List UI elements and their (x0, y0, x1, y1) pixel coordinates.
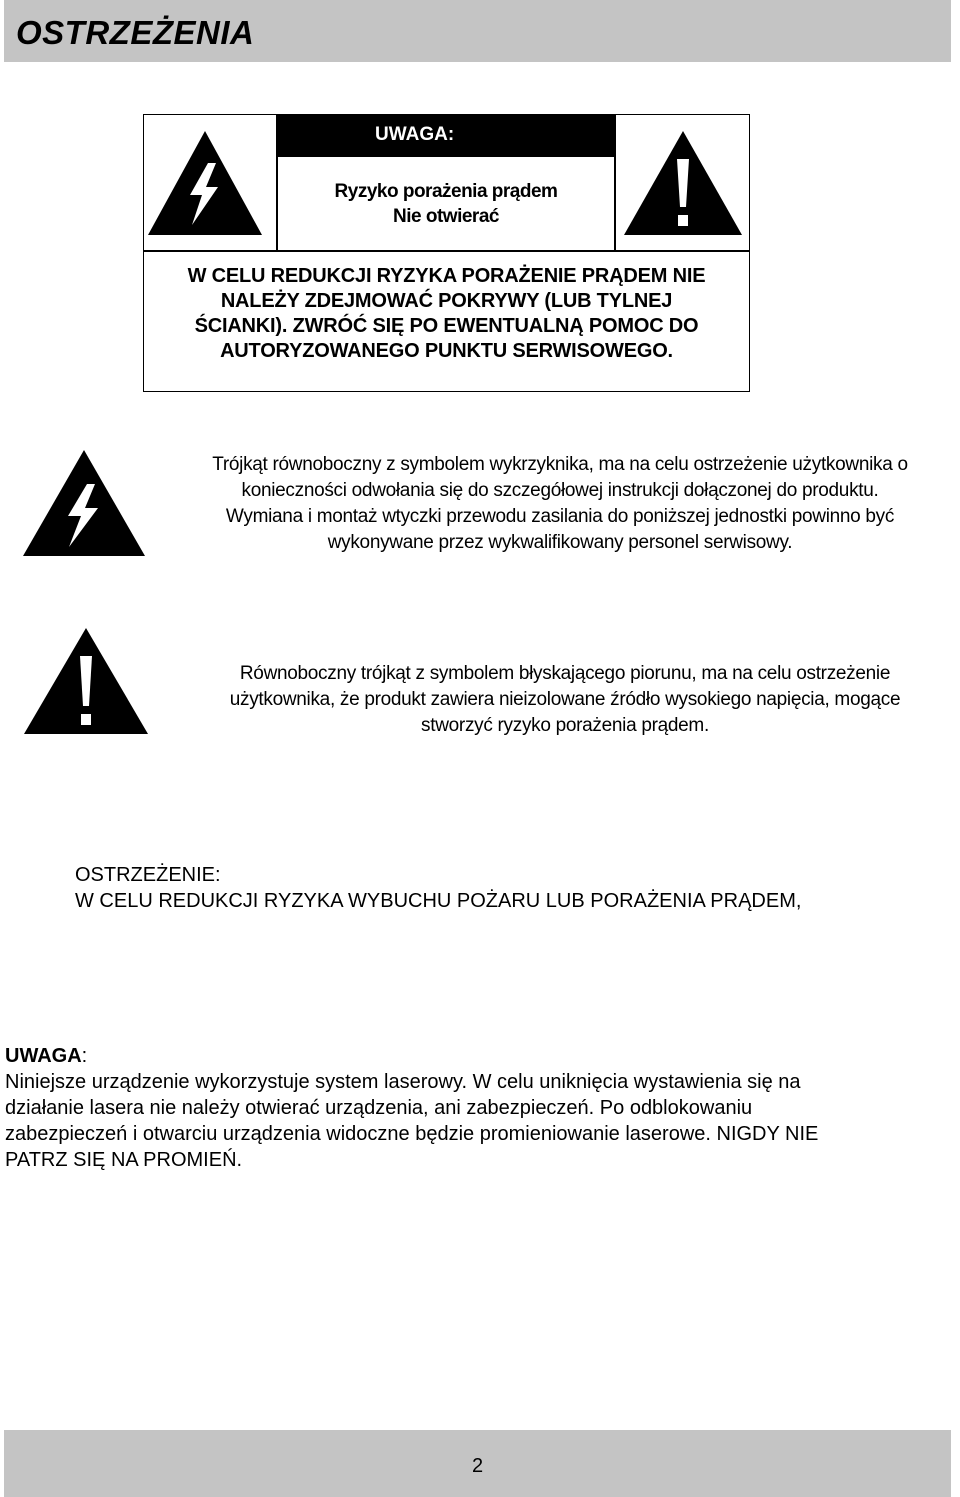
laser-line: Niniejsze urządzenie wykorzystuje system laserowy. W celu uniknięcia wystawienia się na (5, 1071, 801, 1093)
laser-warning-heading (5, 1045, 87, 1068)
caution-main-text (144, 264, 749, 364)
risk-line: Nie otwierać (393, 206, 499, 227)
caution-label: UWAGA: (375, 124, 455, 145)
page-footer (4, 1430, 951, 1497)
fire-warning-text: W CELU REDUKCJI RYZYKA WYBUCHU POŻARU LUB PORAŻENIA PRĄDEM, (75, 890, 802, 912)
caution-line: ŚCIANKI). ZWRÓĆ SIĘ PO EWENTUALNĄ POMOC DO (194, 315, 699, 337)
note-line: stworzyć ryzyko porażenia prądem. (421, 715, 709, 736)
laser-line: zabezpieczeń i otwarciu urządzenia widoczne będzie promieniowanie laserowe. NIGDY NIE (5, 1123, 819, 1145)
laser-line: PATRZ SIĘ NA PROMIEŃ. (5, 1149, 243, 1171)
lightning-triangle-icon (21, 448, 147, 558)
note-line: Równoboczny trójkąt z symbolem błyskającego piorunu, ma na celu ostrzeżenie (239, 663, 891, 684)
page-header (4, 0, 951, 62)
fire-warning-title: OSTRZEŻENIE: (75, 864, 221, 886)
lightning-note-text (150, 452, 960, 556)
laser-warning-title: UWAGA (5, 1045, 82, 1067)
note-line: Trójkąt równoboczny z symbolem wykrzyknika, ma na celu ostrzeżenie użytkownika o (212, 454, 908, 475)
caution-box (143, 114, 750, 392)
exclamation-triangle-icon (22, 626, 150, 736)
divider (144, 250, 749, 252)
lightning-triangle-icon (146, 129, 264, 237)
laser-warning-colon: : (81, 1045, 88, 1067)
laser-warning-text (5, 1069, 915, 1173)
caution-line: W CELU REDUKCJI RYZYKA PORAŻENIE PRĄDEM NIE (187, 265, 706, 287)
caution-line: NALEŻY ZDEJMOWAĆ POKRYWY (LUB TYLNEJ (220, 290, 673, 312)
risk-line: Ryzyko porażenia prądem (334, 181, 558, 202)
caution-line: AUTORYZOWANEGO PUNKTU SERWISOWEGO. (220, 340, 673, 362)
page-title: OSTRZEŻENIA (16, 14, 255, 51)
exclamation-triangle-icon (622, 129, 744, 237)
note-line: Wymiana i montaż wtyczki przewodu zasilania do poniższej jednostki powinno być (225, 506, 895, 527)
page-number: 2 (471, 1455, 484, 1477)
caution-band (277, 115, 615, 157)
note-line: wykonywane przez wykwalifikowany personel serwisowy. (327, 532, 793, 553)
exclamation-note-text (150, 661, 960, 739)
note-line: użytkownika, że produkt zawiera nieizolowane źródło wysokiego napięcia, mogące (229, 689, 901, 710)
laser-line: działanie lasera nie należy otwierać urządzenia, ani zabezpieczeń. Po odblokowaniu (5, 1097, 753, 1119)
note-line: konieczności odwołania się do szczegółowej instrukcji dołączonej do produktu. (241, 480, 879, 501)
